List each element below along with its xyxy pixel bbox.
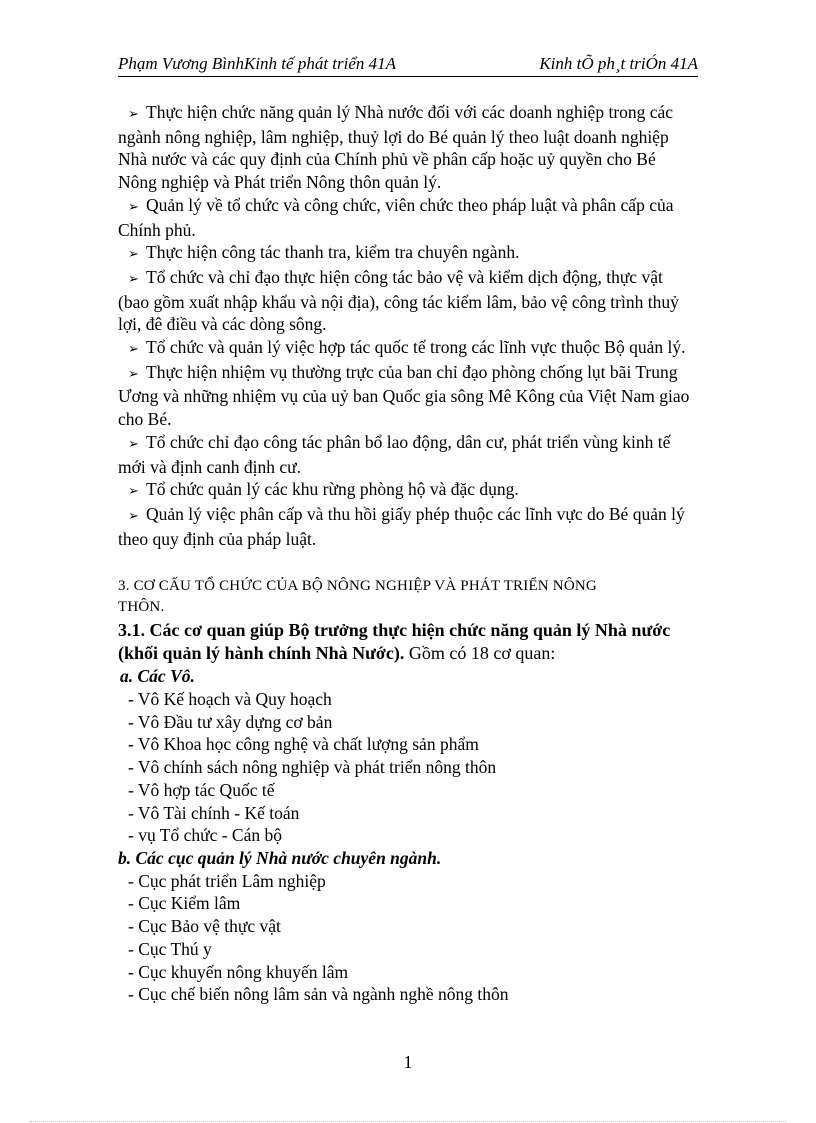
list-item: - Cục Thú y	[128, 938, 212, 959]
list-item: - Vô Đầu tư xây dựng cơ bản	[128, 711, 333, 732]
list-item: - Cục khuyến nông khuyến lâm	[128, 961, 349, 982]
duty-bullet-list	[118, 101, 698, 550]
group-b-list	[118, 870, 698, 1006]
arrow-bullet-icon: ➢	[128, 483, 139, 499]
list-item: - Vô Tài chính - Kế toán	[128, 802, 300, 823]
list-item: - Vô hợp tác Quốc tế	[128, 779, 275, 800]
document-body	[118, 101, 698, 1006]
page-bottom-divider	[30, 1121, 786, 1122]
bullet-item: ➢ Thực hiện nhiệm vụ thường trực của ban chỉ đạo phòng chống lụt bãi Trung Ương và những nhiệm vụ của uỷ ban Quốc gia sông Mê Kông của Việt Nam giao cho Bé.	[118, 361, 690, 430]
arrow-bullet-icon: ➢	[128, 341, 139, 357]
header-right-text: Kinh tÕ ph¸t triÓn 41A	[539, 54, 698, 73]
bullet-item: ➢ Quản lý về tổ chức và công chức, viên chức theo pháp luật và phân cấp của Chính phủ.	[118, 194, 674, 240]
bullet-item: ➢ Quản lý việc phân cấp và thu hồi giấy phép thuộc các lĩnh vực do Bé quản lý theo quy định của pháp luật.	[118, 503, 685, 549]
arrow-bullet-icon: ➢	[128, 106, 139, 121]
arrow-bullet-icon: ➢	[128, 435, 139, 451]
arrow-bullet-icon: ➢	[128, 365, 139, 381]
section-heading: 3. CƠ CẤU TỔ CHỨC CỦA BỘ NÔNG NGHIỆP VÀ PHÁT TRIỂN NÔNG THÔN.	[118, 578, 597, 616]
list-item: - Cục phát triển Lâm nghiệp	[128, 870, 326, 891]
bullet-item: ➢ Thực hiện công tác thanh tra, kiểm tra chuyên ngành.	[118, 241, 698, 266]
list-item: - Vô Kế hoạch và Quy hoạch	[128, 689, 332, 710]
page-header	[118, 52, 698, 77]
arrow-bullet-icon: ➢	[128, 198, 139, 214]
arrow-bullet-icon: ➢	[128, 507, 139, 523]
bullet-item: ➢ Tổ chức và quản lý việc hợp tác quốc tế trong các lĩnh vực thuộc Bộ quản lý.	[118, 336, 698, 361]
list-item: - Vô Khoa học công nghệ và chất lượng sản phẩm	[128, 734, 479, 755]
bullet-item: ➢ Tổ chức và chỉ đạo thực hiện công tác bảo vệ và kiểm dịch động, thực vật (bao gồm xuất nhập khẩu và nội địa), công tác kiểm lâm, bảo vệ công trình thuỷ lợi, đê điều và các dòng sông.	[118, 266, 679, 335]
list-item: - vụ Tổ chức - Cán bộ	[128, 825, 282, 846]
group-a-list	[118, 688, 698, 847]
list-item: - Cục Kiểm lâm	[128, 893, 241, 914]
list-item: - Vô chính sách nông nghiệp và phát triển nông thôn	[128, 757, 497, 778]
arrow-bullet-icon: ➢	[128, 246, 139, 262]
page-number: 1	[403, 1052, 413, 1072]
group-b-heading: b. Các cục quản lý Nhà nước chuyên ngành.	[118, 847, 442, 868]
bullet-item: ➢ Tổ chức quản lý các khu rừng phòng hộ và đặc dụng.	[118, 478, 698, 503]
group-a-heading: a. Các Vô.	[120, 666, 195, 687]
header-left-text: Phạm Vương BìnhKinh tế phát triển 41A	[118, 54, 397, 73]
list-item: - Cục chế biến nông lâm sản và ngành nghề nông thôn	[128, 984, 509, 1005]
arrow-bullet-icon: ➢	[128, 270, 139, 286]
bullet-item: ➢ Tổ chức chỉ đạo công tác phân bổ lao động, dân cư, phát triển vùng kinh tế mới và định canh định cư.	[118, 431, 671, 477]
bullet-item: ➢ Thực hiện chức năng quản lý Nhà nước đối với các doanh nghiệp trong các ngành nông nghiệp, lâm nghiệp, thuỷ lợi do Bé quản lý theo luật doanh nghiệp Nhà nước và các quy định của Chính phủ về phân cấp hoặc uỷ quyền cho Bé Nông nghiệp và Phát triển Nông thôn quản lý.	[118, 102, 674, 193]
subsection-heading: 3.1. Các cơ quan giúp Bộ trưởng thực hiện chức năng quản lý Nhà nước (khối quản lý hành chính Nhà Nước). Gồm có 18 cơ quan:	[118, 620, 671, 664]
list-item: - Cục Bảo vệ thực vật	[128, 916, 281, 937]
